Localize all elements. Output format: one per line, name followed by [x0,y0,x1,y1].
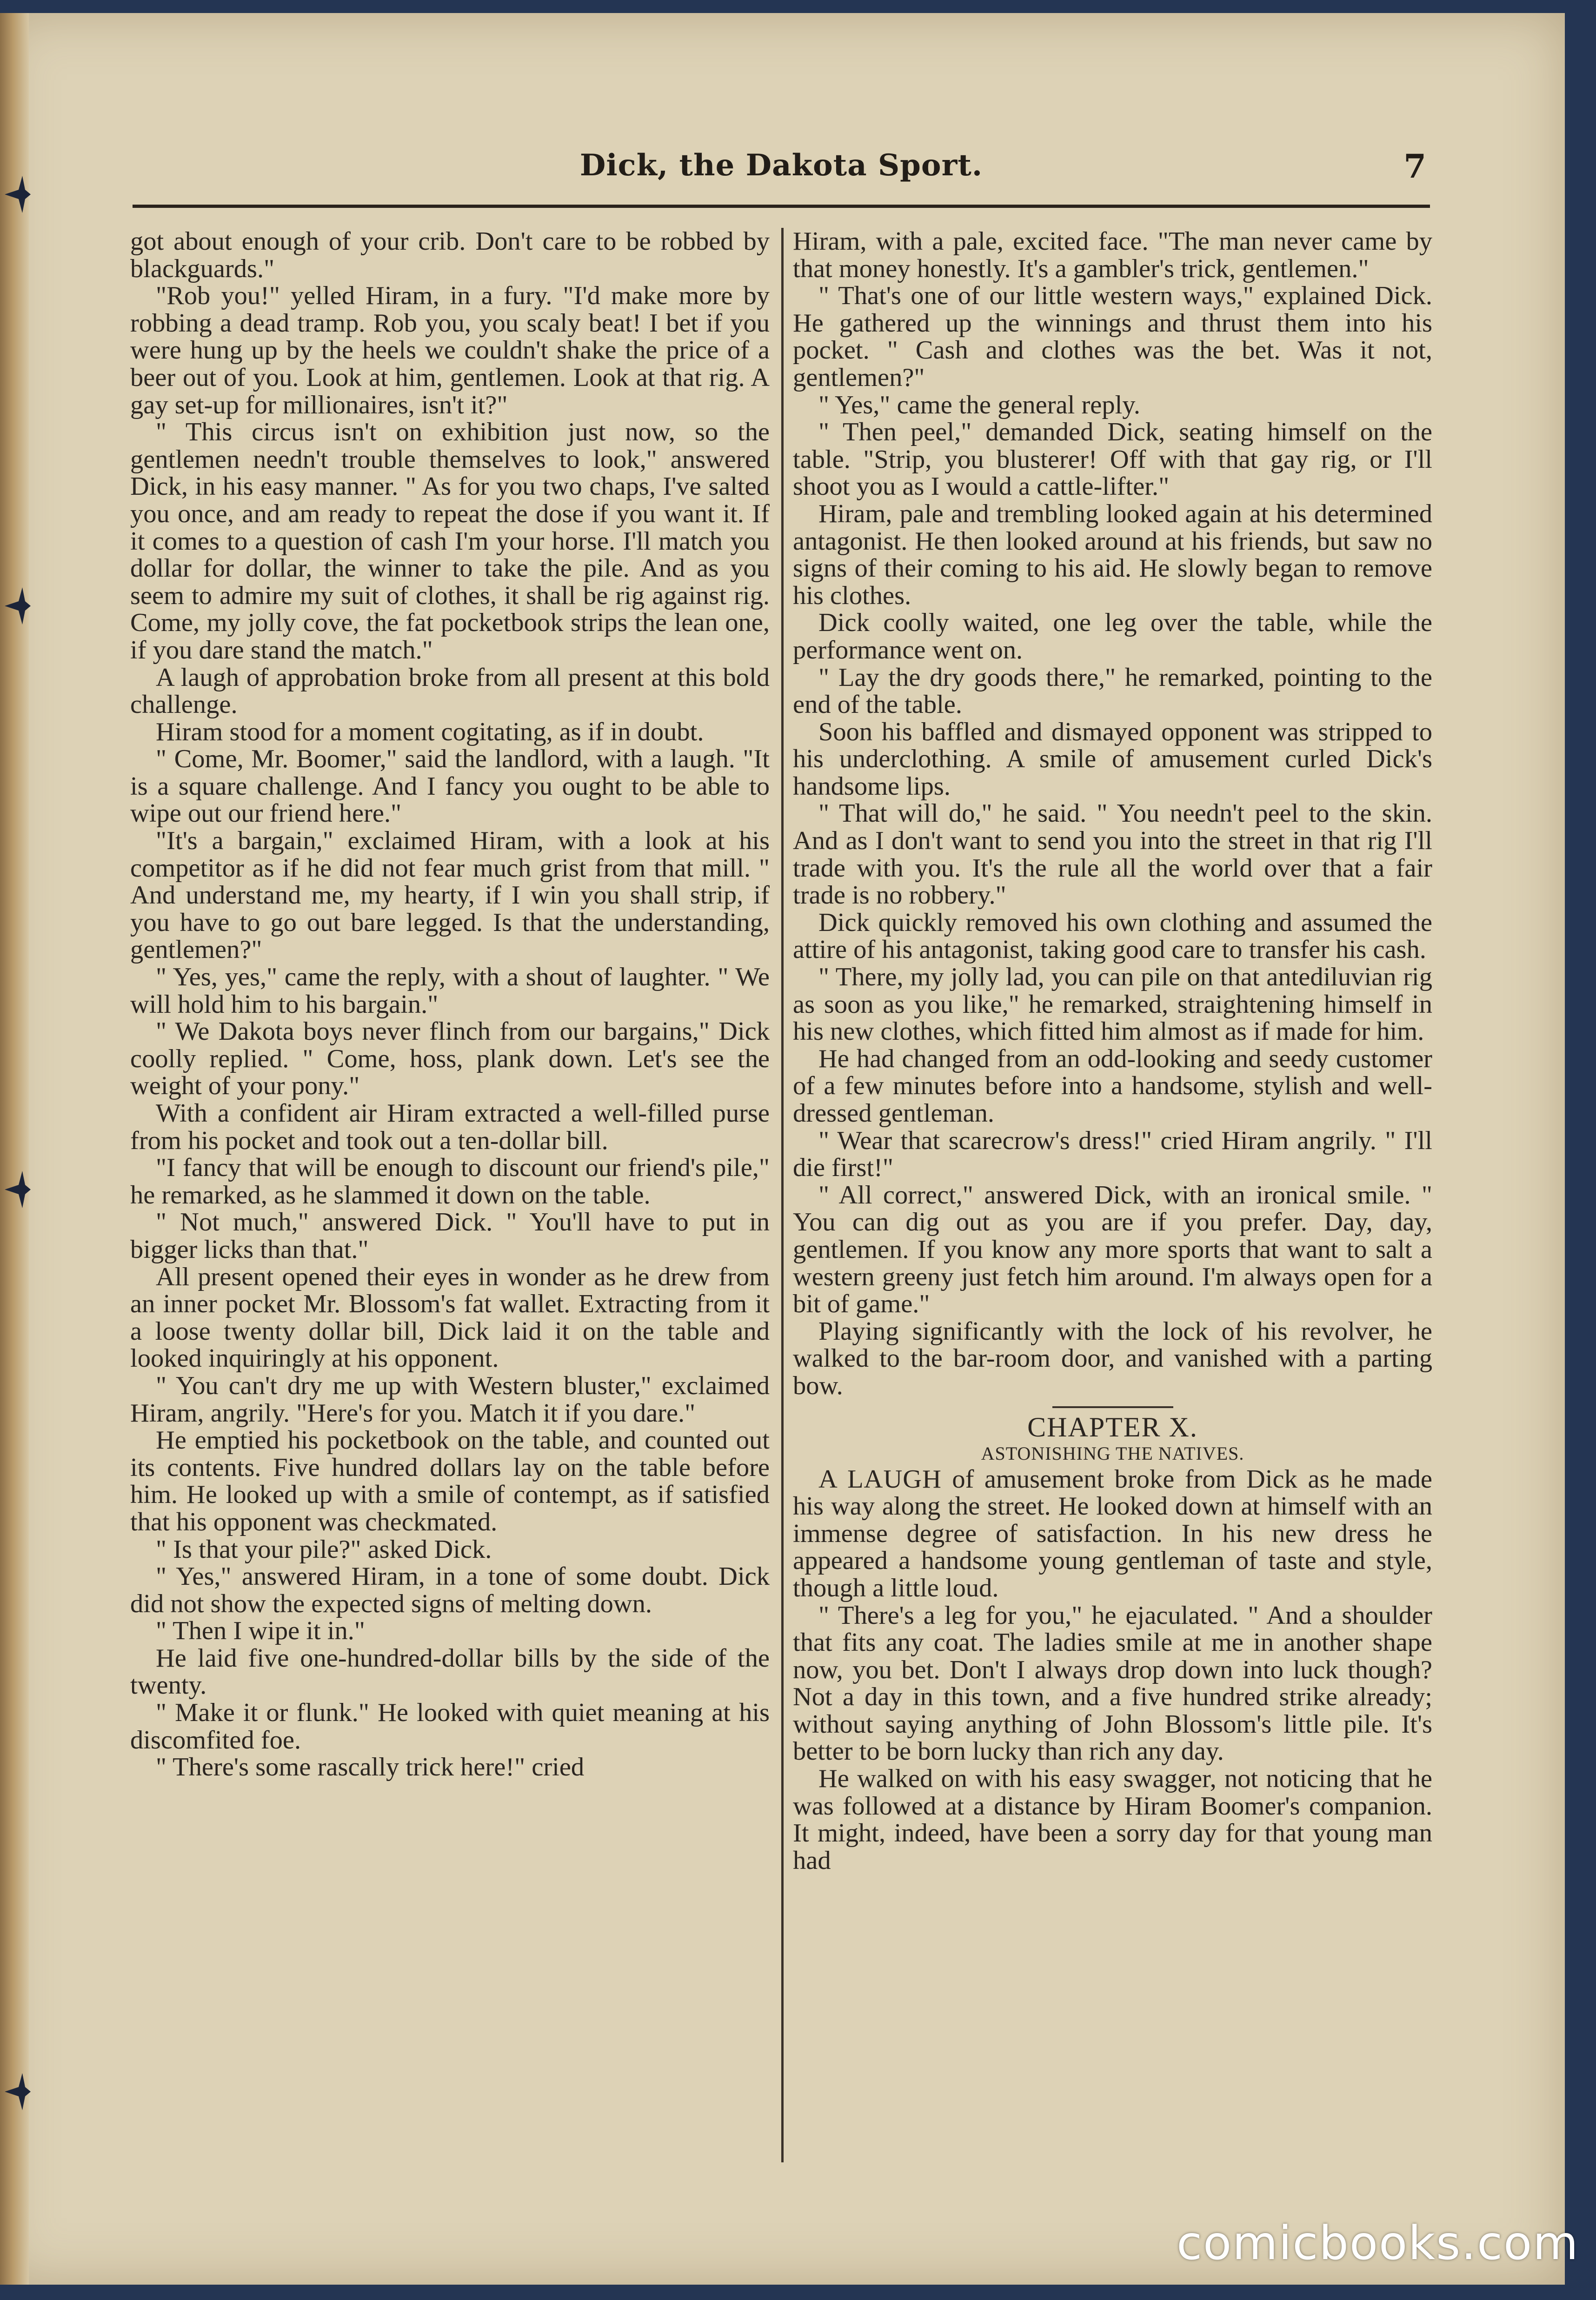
paragraph: " That will do," he said. " You needn't peel to the skin. And as I don't want to send you into the street in that rig I'll trade with you. It's the rule all the world over that a fair trade is no robbery." [793,799,1432,910]
binding-stitch-icon [5,2073,31,2110]
binding-stitch-icon [5,176,31,213]
watermark: comicbooks.com [1177,2216,1579,2270]
page-spine [0,13,29,2285]
paragraph: A laugh of approbation broke from all present at this bold challenge. [130,663,770,719]
paragraph: Dick coolly waited, one leg over the table, while the performance went on. [793,608,1432,665]
chapter-title: CHAPTER X. [1027,1411,1198,1442]
paragraph: got about enough of your crib. Don't care to be robbed by blackguards." [130,227,770,283]
left-column [130,228,770,1781]
paragraph: " Lay the dry goods there," he remarked, pointing to the end of the table. [793,663,1432,719]
paragraph: " Come, Mr. Boomer," said the landlord, with a laugh. "It is a square challenge. And I fancy you ought to be able to wipe out our friend here." [130,745,770,828]
running-title: Dick, the Dakota Sport. [579,148,983,183]
paragraph: " That's one of our little western ways," explained Dick. He gathered up the winnings and thrust them into his pocket. " Cash and clothes was the bet. Was it not, gentlemen?" [793,281,1432,392]
book-page [0,13,1565,2285]
paragraph: Hiram stood for a moment cogitating, as if in doubt. [156,717,704,746]
right-column [793,228,1432,1874]
paragraph: " We Dakota boys never flinch from our bargains," Dick coolly replied. " Come, hoss, plank down. Let's see the weight of your pony." [130,1017,770,1101]
paragraph: Hiram, with a pale, excited face. "The man never came by that money honestly. It's a gambler's trick, gentlemen." [793,227,1432,283]
paragraph: " Then peel," demanded Dick, seating himself on the table. "Strip, you blusterer! Off with that gay rig, or I'll shoot you as I would a cattle-lifter." [793,418,1432,501]
paragraph: "It's a bargain," exclaimed Hiram, with a look at his competitor as if he did not fear much grist from that mill. " And understand me, my hearty, if I win you shall strip, if you have to go out bare legged. Is that the understanding, gentlemen?" [130,826,770,964]
paragraph: All present opened their eyes in wonder as he drew from an inner pocket Mr. Blossom's fat wallet. Extracting from it a loose twenty dollar bill, Dick laid it on the table and looked inquiringly at his opponent. [130,1262,770,1373]
paragraph: " There's a leg for you," he ejaculated. " And a shoulder that fits any coat. The ladies smile at me in another shape now, you bet. Don't I always drop down into luck though? Not a day in this town, and a five hundred strike already; without saying anything of John Blossom's little pile. It's better to be born lucky than rich any day. [793,1601,1432,1766]
paragraph: " Yes," answered Hiram, in a tone of some doubt. Dick did not show the expected signs of melting down. [130,1562,770,1618]
column-divider [781,228,784,2162]
paragraph: " You can't dry me up with Western bluster," exclaimed Hiram, angrily. "Here's for you. Match it if you dare." [130,1371,770,1428]
page-number: 7 [1403,147,1426,186]
paragraph: " Not much," answered Dick. " You'll have to put in bigger licks than that." [130,1208,770,1264]
paragraph: "Rob you!" yelled Hiram, in a fury. "I'd make more by robbing a dead tramp. Rob you, you scaly beat! I bet if you were hung up by the heels we couldn't shake the price of a beer out of you. Look at him, gentlemen. Look at that rig. A gay set-up for millionaires, isn't it?" [130,281,770,419]
paragraph: He had changed from an odd-looking and seedy customer of a few minutes before into a handsome, stylish and well-dressed gentleman. [793,1044,1432,1128]
paragraph: Playing significantly with the lock of his revolver, he walked to the bar-room door, and vanished with a parting bow. [793,1316,1432,1400]
paragraph: " Wear that scarecrow's dress!" cried Hiram angrily. " I'll die first!" [793,1126,1432,1183]
paragraph: " Yes," came the general reply. [818,390,1140,419]
paragraph: He emptied his pocketbook on the table, and counted out its contents. Five hundred dollars lay on the table before him. He looked up with a smile of contempt, as if satisfied that his opponent was checkmated. [130,1426,770,1536]
header-rule [133,205,1430,208]
chapter-opening-paragraph [793,1466,1432,1602]
paragraph: " There, my jolly lad, you can pile on that antediluvian rig as soon as you like," he remarked, straightening himself in his new clothes, which fitted him almost as if made for him. [793,963,1432,1046]
paragraph: " This circus isn't on exhibition just now, so the gentlemen needn't trouble themselves to look," answered Dick, in his easy manner. " As for you two chaps, I've salted you once, and am ready to repeat the dose if you want it. If it comes to a question of cash I'm your horse. I'll match you dollar for dollar, the winner to take the pile. And as you seem to admire my suit of clothes, it shall be rig against rig. Come, my jolly cove, the fat pocketbook strips the lean one, if you dare stand the match." [130,418,770,665]
running-head [133,148,1430,194]
paragraph: Soon his baffled and dismayed opponent was stripped to his underclothing. A smile of amusement curled Dick's handsome lips. [793,717,1432,801]
chapter-rule [1052,1406,1173,1408]
paragraph: " Then I wipe it in." [156,1616,365,1646]
opening-small-caps: A LAUGH [818,1464,942,1494]
paragraph: He laid five one-hundred-dollar bills by the side of the twenty. [130,1643,770,1700]
paragraph: Dick quickly removed his own clothing and assumed the attire of his antagonist, taking good care to transfer his cash. [793,908,1432,964]
chapter-subtitle: ASTONISHING THE NATIVES. [981,1442,1244,1464]
paragraph: " Is that your pile?" asked Dick. [156,1535,492,1564]
paragraph: " Yes, yes," came the reply, with a shout of laughter. " We will hold him to his bargain." [130,963,770,1019]
binding-stitch-icon [5,1171,31,1208]
paragraph: " Make it or flunk." He looked with quiet meaning at his discomfited foe. [130,1698,770,1755]
opening-text: of amusement broke from Dick as he made his way along the street. He looked down at himself with an immense degree of satisfaction. In his new dress he appeared a handsome young gentleman of taste and style, though a little loud. [793,1464,1432,1602]
paragraph: " There's some rascally trick here!" cried [156,1753,585,1782]
paragraph: "I fancy that will be enough to discount our friend's pile," he remarked, as he slammed it down on the table. [130,1153,770,1210]
binding-stitch-icon [5,587,31,625]
paragraph: With a confident air Hiram extracted a well-filled purse from his pocket and took out a ten-dollar bill. [130,1099,770,1155]
paragraph: He walked on with his easy swagger, not noticing that he was followed at a distance by Hiram Boomer's companion. It might, indeed, have been a sorry day for that young man had [793,1764,1432,1875]
paragraph: " All correct," answered Dick, with an ironical smile. " You can dig out as you are if you prefer. Day, day, gentlemen. If you know any more sports that want to salt a western greeny just fetch him around. I'm always open for a bit of game." [793,1180,1432,1319]
paragraph: Hiram, pale and trembling looked again at his determined antagonist. He then looked around at his friends, but saw no signs of their coming to his aid. He slowly began to remove his clothes. [793,499,1432,610]
